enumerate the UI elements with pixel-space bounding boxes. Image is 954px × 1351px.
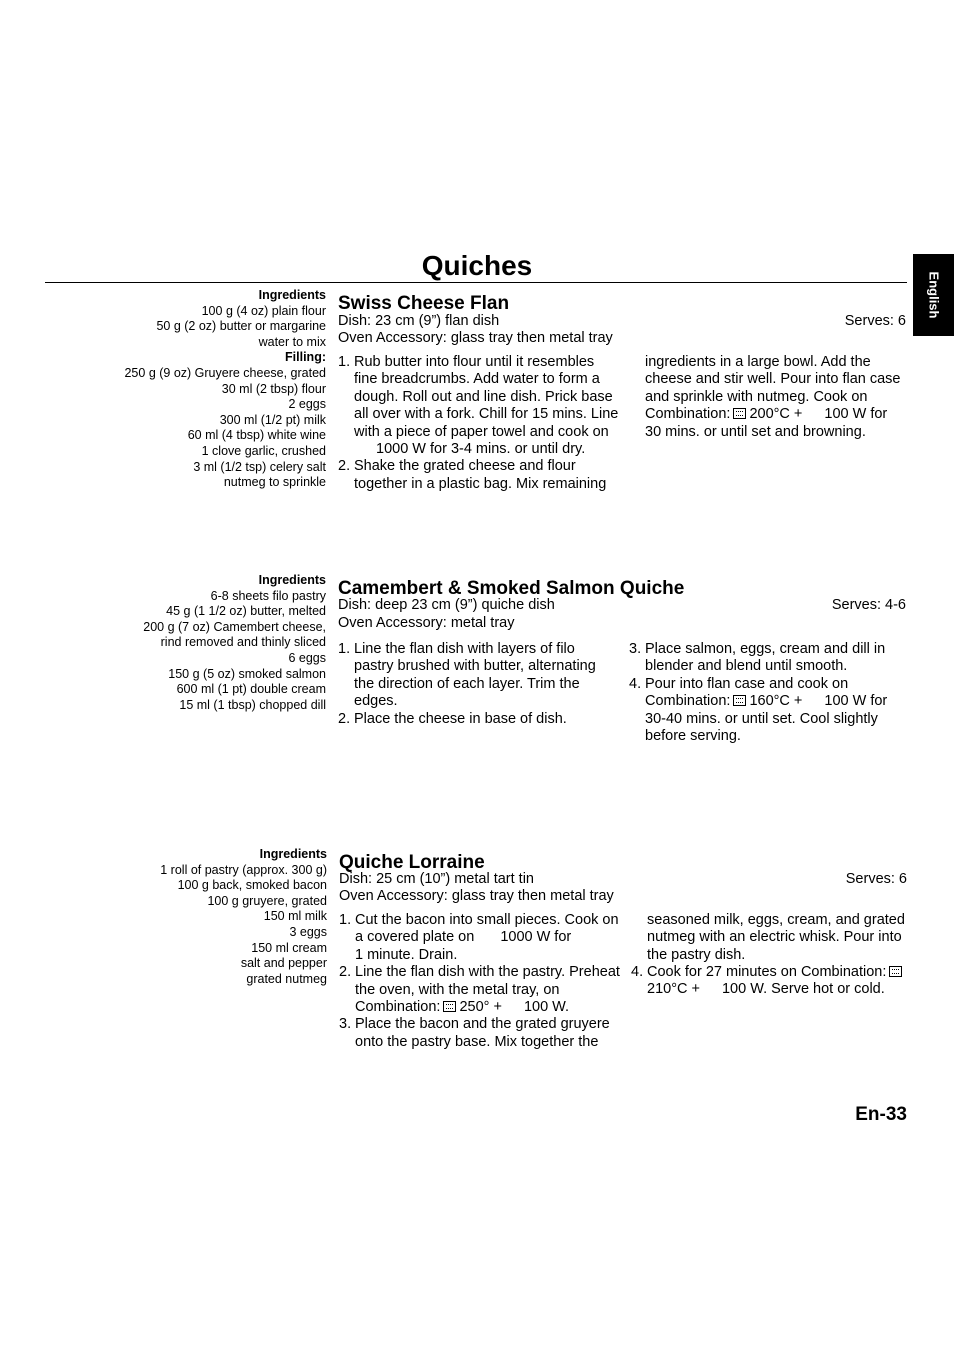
recipe-title: Swiss Cheese Flan (338, 293, 510, 314)
steps-left (338, 354, 620, 493)
ingredients-header: Ingredients (258, 573, 326, 587)
ingredients-list (87, 847, 327, 987)
ingredient: 3 eggs (289, 924, 327, 939)
ingredient: 6 eggs (288, 650, 326, 665)
serves-info: Serves: 4-6 (831, 597, 906, 613)
ingredient: 1 roll of pastry (approx. 300 g) (160, 862, 327, 877)
ingredient: 300 ml (1/2 pt) milk (219, 412, 326, 427)
ingredients-list (86, 573, 326, 713)
ingredient: 30 ml (2 tbsp) flour (221, 381, 326, 396)
ingredients-header: Ingredients (259, 847, 327, 861)
step: 4. Cook for 27 minutes on Combination: 210°C + 100 W. Serve hot or cold. (631, 964, 911, 999)
ingredient: 100 g (4 oz) plain flour (201, 303, 326, 318)
ingredient: 1 clove garlic, crushed (201, 443, 326, 458)
ingredient: 60 ml (4 tbsp) white wine (187, 428, 326, 443)
steps-right: ingredients in a large bowl. Add the cheese and stir well. Pour into flan case and sprinkle with nutmeg. Cook on Combination: 200°C + 100 W for 30 mins. or until set and browning. (645, 354, 901, 440)
ingredient: 3 ml (1/2 tsp) celery salt (193, 459, 326, 474)
recipe-title: Camembert & Smoked Salmon Quiche (338, 578, 685, 599)
ingredient: 6-8 sheets filo pastry (210, 588, 326, 603)
ingredient: 50 g (2 oz) butter or margarine (156, 319, 326, 334)
ingredient: water to mix (258, 334, 326, 349)
ingredient: salt and pepper (240, 956, 327, 971)
title-divider (45, 282, 907, 283)
ingredient: 15 ml (1 tbsp) chopped dill (179, 697, 326, 712)
ingredient: nutmeg to sprinkle (223, 475, 326, 490)
serves-info: Serves: 6 (845, 871, 907, 887)
ingredient: 100 g gruyere, grated (207, 893, 327, 908)
microwave-power: 1000 W for 3-4 mins. or until dry. (376, 441, 586, 458)
ingredient: 150 g (5 oz) smoked salmon (168, 666, 326, 681)
step: 2. Line the flan dish with the pastry. Preheat the oven, with the metal tray, on Combination: 250° + 100 W. (339, 964, 620, 1016)
accessory-info: Oven Accessory: glass tray then metal tray (339, 888, 614, 904)
ingredient: 150 ml milk (263, 909, 327, 924)
steps-left (339, 912, 621, 1051)
step: 4. Pour into flan case and cook on Combination: 160°C + 100 W for 30-40 mins. or until set. Cool slightly before serving. (629, 675, 888, 745)
ingredient: rind removed and thinly sliced (160, 635, 326, 650)
step: 1. Cut the bacon into small pieces. Cook on a covered plate on 1000 W for 1 minute. Drain. (339, 912, 619, 963)
recipe-title: Quiche Lorraine (339, 852, 485, 873)
step: 2. Shake the grated cheese and flour together in a plastic bag. Mix remaining (338, 458, 607, 492)
steps-right (629, 641, 909, 745)
steps-left (338, 641, 608, 728)
accessory-info: Oven Accessory: glass tray then metal tray (338, 330, 613, 346)
ingredients-list (86, 288, 326, 491)
step: 1. Line the flan dish with layers of filo pastry brushed with butter, alternating the direction of each layer. Trim the edges. (338, 641, 596, 710)
ingredient: 45 g (1 1/2 oz) butter, melted (166, 604, 326, 619)
dish-info: Dish: 25 cm (10”) metal tart tin (339, 871, 534, 887)
steps-right (631, 964, 911, 999)
combination-grill-icon (443, 1001, 456, 1012)
serves-info: Serves: 6 (844, 313, 906, 329)
steps-right-continuation: seasoned milk, eggs, cream, and grated nutmeg with an electric whisk. Pour into the pastry dish. (647, 912, 905, 963)
filling-header: Filling: (285, 350, 326, 365)
step: 3. Place salmon, eggs, cream and dill in blender and blend until smooth. (629, 641, 886, 675)
ingredients-header: Ingredients (258, 288, 326, 302)
combination-grill-icon (733, 695, 746, 706)
language-tab (913, 254, 954, 336)
ingredient: 100 g back, smoked bacon (177, 878, 327, 893)
step: 2. Place the cheese in base of dish. (338, 710, 567, 727)
step: 3. Place the bacon and the grated gruyere onto the pastry base. Mix together the (339, 1016, 610, 1050)
ingredient: 200 g (7 oz) Camembert cheese, (143, 619, 326, 634)
ingredient: grated nutmeg (246, 971, 327, 986)
accessory-info: Oven Accessory: metal tray (338, 615, 515, 631)
ingredient: 600 ml (1 pt) double cream (176, 682, 326, 697)
combination-grill-icon (889, 966, 902, 977)
step: 1. Rub butter into flour until it resembles fine breadcrumbs. Add water to form a dough. Roll out and line dish. Prick base all over with a fork. Chill for 15 mins. Line with a piece of paper towel and cook on 1000 W for 3-4 mins. or until dry. (338, 354, 619, 458)
dish-info: Dish: deep 23 cm (9”) quiche dish (338, 597, 555, 613)
page-number: En-33 (855, 1104, 907, 1125)
ingredient: 150 ml cream (251, 940, 327, 955)
ingredient: 250 g (9 oz) Gruyere cheese, grated (124, 365, 326, 380)
dish-info: Dish: 23 cm (9”) flan dish (338, 313, 500, 329)
page-title: Quiches (421, 250, 533, 281)
language-tab-label: English (926, 271, 941, 319)
ingredient: 2 eggs (288, 397, 326, 412)
combination-grill-icon (733, 408, 746, 419)
